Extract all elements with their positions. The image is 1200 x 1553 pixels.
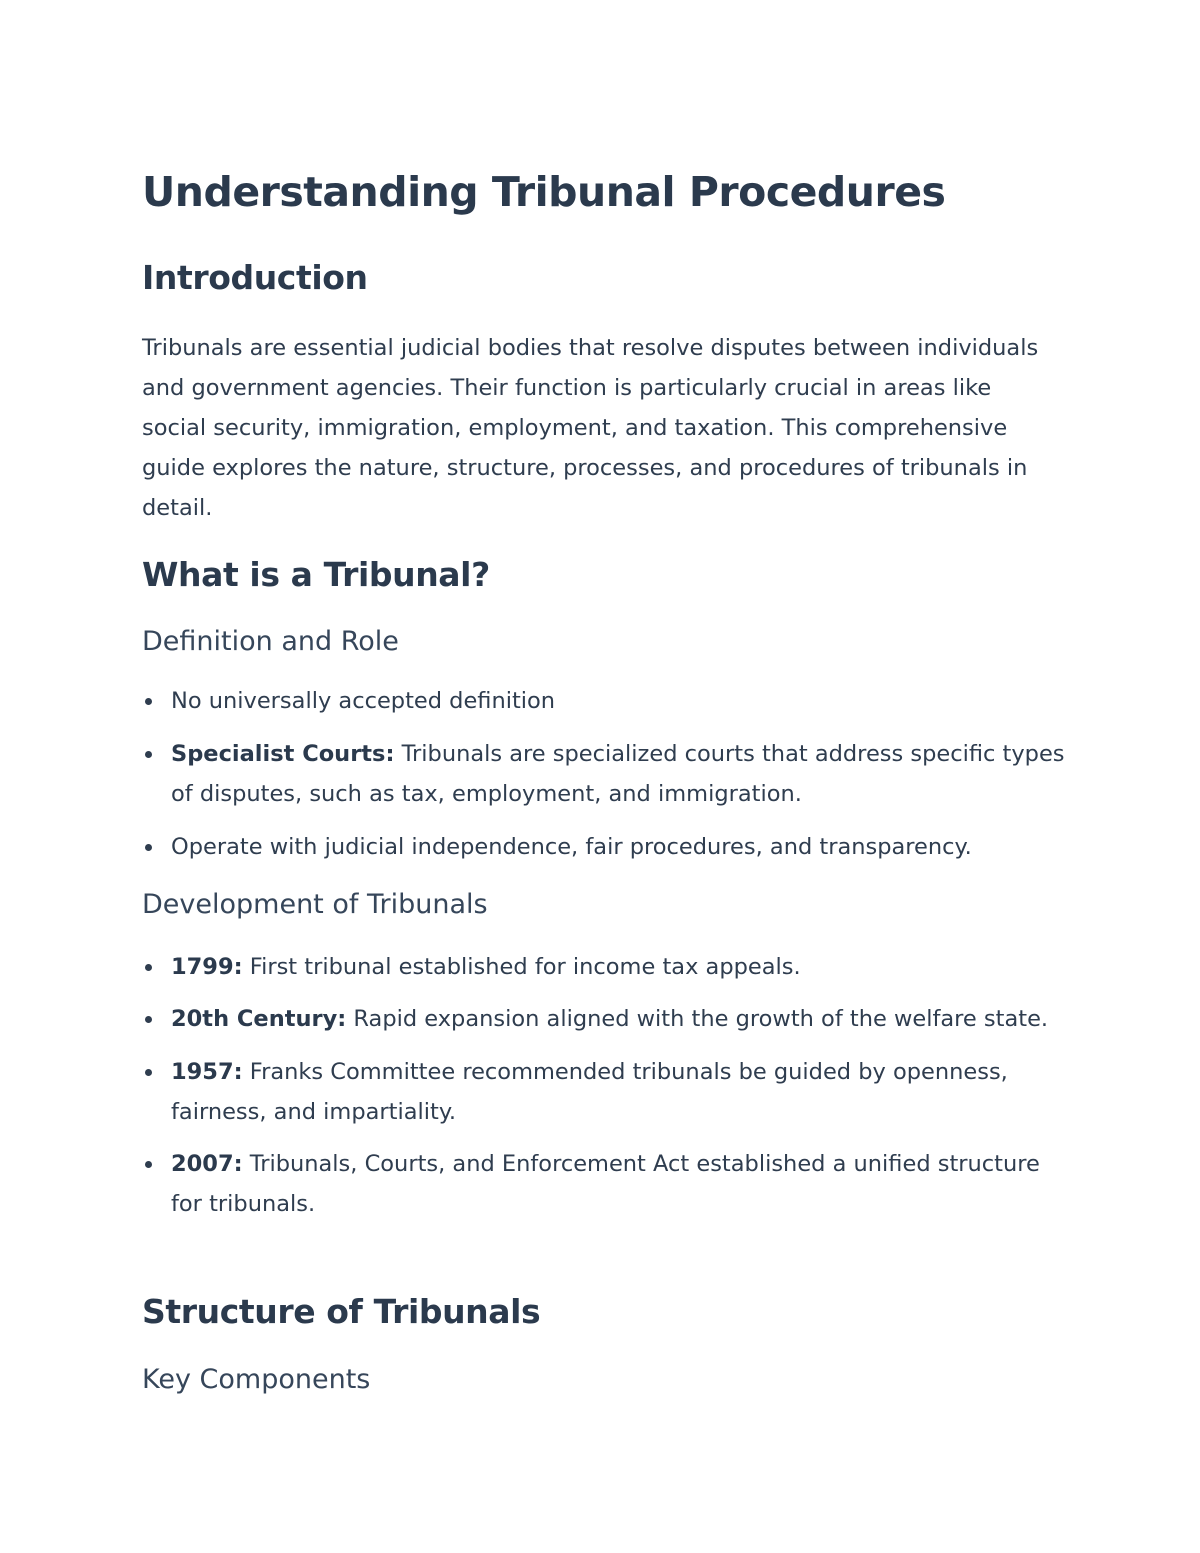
- introduction-paragraph: Tribunals are essential judicial bodies that resolve disputes between individuals and government agencies. Their function is particularly crucial in areas like social security, immigration, employment, and taxation. This comprehensive guide explores the nature, structure, processes, and procedures of tribunals in detail.: [142, 335, 1039, 521]
- section-heading-structure: Structure of Tribunals: [142, 1292, 541, 1331]
- list-item-text: Tribunals are specialized courts that address specific types of disputes, such as tax, employment, and immigration.: [171, 741, 1065, 807]
- list-item: [142, 1144, 1072, 1224]
- list-item-bold: 20th Century: [171, 1006, 338, 1032]
- bullet-icon: [145, 751, 152, 758]
- list-item: [142, 734, 1072, 814]
- list-item-text: First tribunal established for income tax appeals.: [242, 954, 801, 980]
- bullet-icon: [145, 844, 152, 851]
- list-item-bold: 2007: [171, 1151, 234, 1177]
- bullet-icon: [145, 698, 152, 705]
- list-item: [142, 999, 1072, 1039]
- definition-list: [142, 681, 1072, 867]
- subsection-heading-definition: Definition and Role: [142, 626, 399, 657]
- list-item-text: Operate with judicial independence, fair procedures, and transparency.: [171, 834, 972, 860]
- list-item-separator: :: [385, 741, 395, 767]
- list-item-text: Rapid expansion aligned with the growth of the welfare state.: [346, 1006, 1049, 1032]
- list-item: [142, 827, 1072, 867]
- list-item: [142, 1052, 1072, 1132]
- list-item-separator: :: [337, 1006, 347, 1032]
- bullet-icon: [145, 964, 152, 971]
- list-item-separator: :: [233, 1151, 243, 1177]
- list-item-text: Franks Committee recommended tribunals be guided by openness, fairness, and impartiality.: [171, 1059, 1008, 1125]
- section-heading-what-is-tribunal: What is a Tribunal?: [142, 555, 490, 594]
- list-item-bold: 1957: [171, 1059, 234, 1085]
- bullet-icon: [145, 1016, 152, 1023]
- list-item-separator: :: [233, 954, 243, 980]
- list-item-text: No universally accepted definition: [171, 688, 556, 714]
- bullet-icon: [145, 1161, 152, 1168]
- list-item-bold: Specialist Courts: [171, 741, 386, 767]
- bullet-icon: [145, 1069, 152, 1076]
- list-item-text: Tribunals, Courts, and Enforcement Act established a unified structure for tribunals.: [171, 1151, 1040, 1217]
- list-item-bold: 1799: [171, 954, 234, 980]
- development-list: [142, 947, 1072, 1224]
- section-heading-introduction: Introduction: [142, 258, 368, 297]
- subsection-heading-development: Development of Tribunals: [142, 889, 488, 920]
- subsection-heading-key-components: Key Components: [142, 1364, 371, 1395]
- list-item: [142, 947, 1072, 987]
- page-title: Understanding Tribunal Procedures: [142, 168, 946, 216]
- list-item: [142, 681, 1072, 721]
- list-item-separator: :: [233, 1059, 243, 1085]
